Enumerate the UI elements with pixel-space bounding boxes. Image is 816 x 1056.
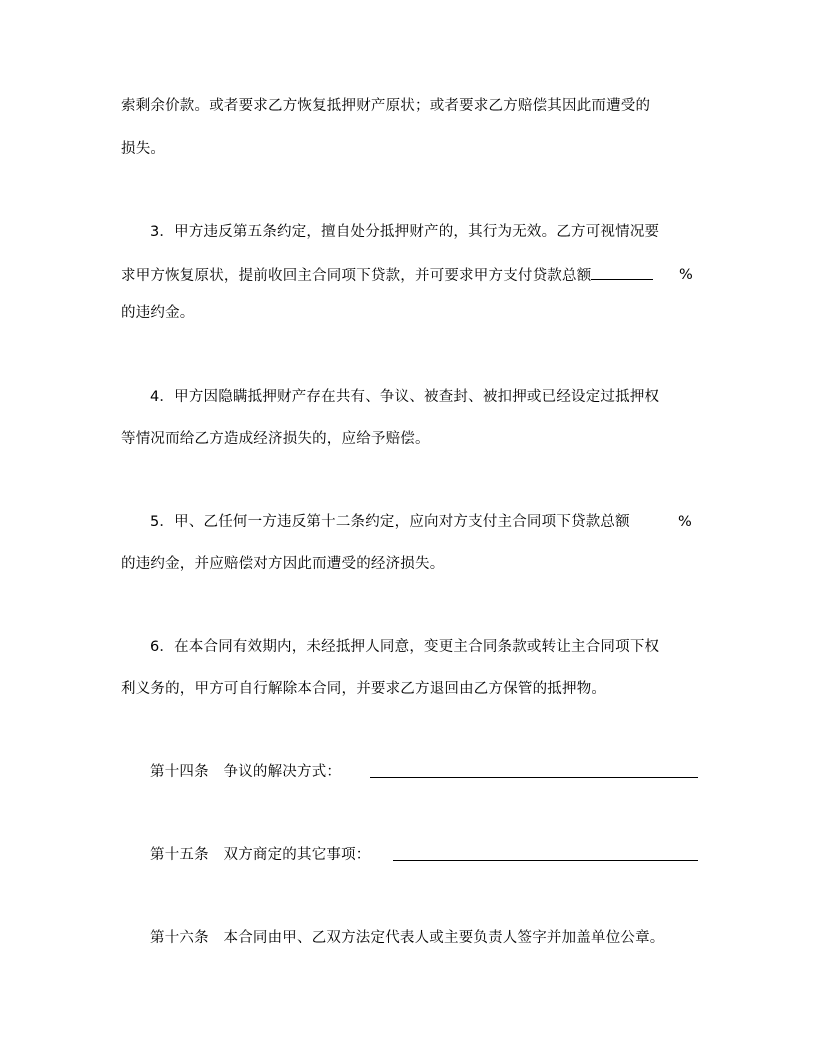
item-6-line-1: 6．在本合同有效期内，未经抵押人同意，变更主合同条款或转让主合同项下权 [150,639,660,655]
item-3-line-2-text: 求甲方恢复原状，提前收回主合同项下贷款，并可要求甲方支付贷款总额 [121,268,592,284]
article-14-label: 第十四条 争议的解决方式： [150,764,342,780]
item-5-line-2: 的违约金，并应赔偿对方因此而遭受的经济损失。 [121,556,445,572]
item-5-percent-sign: % [678,514,692,530]
paragraph-continuation-line-2: 损失。 [121,141,166,157]
item-5-line-1 [150,512,700,532]
item-3-percent-sign: % [679,267,693,283]
item-5-line-1-text: 5．甲、乙任何一方违反第十二条约定，应向对方支付主合同项下贷款总额 [150,514,630,530]
article-15-fill-line [393,860,698,861]
penalty-rate-blank [591,265,653,280]
item-4-line-2: 等情况而给乙方造成经济损失的，应给予赔偿。 [121,431,430,447]
article-14-fill-line [370,777,698,778]
item-3-line-1: 3．甲方违反第五条约定，擅自处分抵押财产的，其行为无效。乙方可视情况要 [150,224,660,240]
item-6-line-2: 利义务的，甲方可自行解除本合同，并要求乙方退回由乙方保管的抵押物。 [121,681,607,697]
item-3-line-3: 的违约金。 [121,305,195,321]
article-16-text: 第十六条 本合同由甲、乙双方法定代表人或主要负责人签字并加盖单位公章。 [150,930,665,946]
paragraph-continuation-line-1: 索剩余价款。或者要求乙方恢复抵押财产原状；或者要求乙方赔偿其因此而遭受的 [121,98,651,114]
article-15-label: 第十五条 双方商定的其它事项： [150,847,371,863]
item-4-line-1: 4．甲方因隐瞒抵押财产存在共有、争议、被查封、被扣押或已经设定过抵押权 [150,389,660,405]
item-3-line-2 [121,265,701,286]
